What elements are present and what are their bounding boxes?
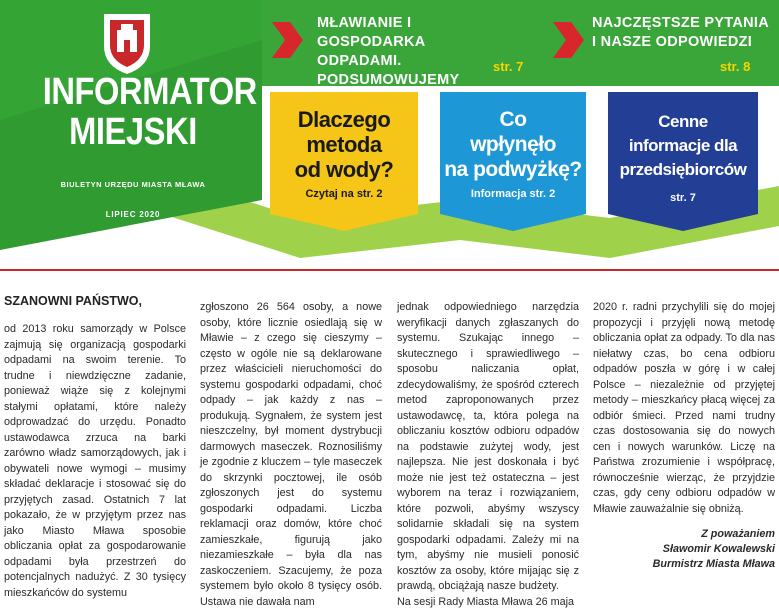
- headline-line: I NASZE ODPOWIEDZI: [592, 33, 772, 52]
- headline-line: MŁAWIANIE I GOSPODARKA: [317, 14, 517, 52]
- article-column: [200, 300, 382, 610]
- tile-price-increase[interactable]: [440, 92, 586, 231]
- article-column: [593, 300, 775, 572]
- tile-title-line: metoda: [270, 132, 418, 157]
- headline-faq[interactable]: [592, 14, 772, 52]
- mayor-letter: [0, 278, 779, 523]
- tile-title-line: Dlaczego: [270, 107, 418, 132]
- signature-line: Z poważaniem: [593, 527, 775, 542]
- tile-title-line: od wody?: [270, 157, 418, 182]
- page-reference: str. 7: [493, 59, 523, 74]
- headline-line: ODPADAMI. PODSUMOWUJEMY: [317, 52, 517, 90]
- paragraph: jednak odpowiedniego narzędzia weryfikacji danych zgłaszanych do systemu. Szukając innego – skutecznego i sprawiedliwego – sposobu naliczania opłat, zdecydowaliśmy, że spośród czterech metod zaproponowanych przez ustawodawcę, ta, która polega na obliczaniu kosztów odbioru odpadów na podstawie zużytej wody, jest najlepsza. Nie jest doskonała i być może nie jest też ostateczna – jest wyborem na teraz i rozwiązaniem, które pozwoli, abyśmy wszyscy solidarnie składali się na system gospodarki odpadami. Zależy mi na tym, abyśmy nie musieli ponosić kosztów za osoby, które mijając się z prawdą, obciążają nasze budżety.: [397, 300, 579, 595]
- logo-title-line: INFORMATOR: [43, 72, 224, 112]
- issue-date: LIPIEC 2020: [40, 210, 226, 219]
- paragraph: od 2013 roku samorządy w Polsce zajmują się organizacją gospodarki odpadami na swoim terenie. To trudne i niewdzięczne zadanie, ponieważ wiąże się z kolejnymi stałymi opłatami, które należy odprowadzać do urzędu. Ponadto ustawodawca zrzuca na barki zarówno władz samorządowych, jak i obywateli nowe wymogi – musimy składać deklaracje i stosować się do przyjętych zasad. Ostatnich 7 lat pokazało, że w przyjętym przez nas jako Miasto Mława sposobie obliczania opłat za gospodarowanie odpadami była przestrzeń do potencjalnych nadużyć. Z 30 tysięcy mieszkańców do systemu: [4, 322, 186, 601]
- signature: [593, 527, 775, 572]
- section-divider: [0, 269, 779, 271]
- paragraph: Na sesji Rady Miasta Mława 26 maja: [397, 595, 579, 610]
- signature-line: Burmistrz Miasta Mława: [593, 557, 775, 572]
- letter-greeting: SZANOWNI PAŃSTWO,: [4, 294, 142, 310]
- newsletter-header: [0, 0, 779, 262]
- tile-business-info[interactable]: [608, 92, 758, 231]
- tile-title-line: Co: [440, 107, 586, 132]
- headline-line: ANKIETOWE: [317, 90, 517, 109]
- page-reference: str. 8: [720, 59, 750, 74]
- tile-title-line: na podwyżkę?: [440, 157, 586, 182]
- tile-page-reference: Czytaj na str. 2: [270, 188, 418, 200]
- tile-page-reference: Informacja str. 2: [440, 188, 586, 200]
- article-column: [397, 300, 579, 610]
- tile-water-method[interactable]: [270, 92, 418, 231]
- logo-title: [43, 72, 224, 152]
- tile-title-line: Cenne: [608, 110, 758, 134]
- paragraph: zgłoszono 26 564 osoby, a nowe osoby, które licznie osiedlają się w Mławie – z czego się cieszymy – często w ogóle nie są deklarowane przez właścicieli nieruchomości do systemu gospodarki odpadami, choć odpady – jak każdy z nas – produkują. Sygnałem, że system jest nieszczelny, był moment dystrybucji darmowych maseczek. Roznosiliśmy je zgodnie z kluczem – tyle maseczek do skrzynki pocztowej, ile osób zgłoszonych jest do systemu gospodarki odpadami. Liczba reklamacji oraz domów, które choć zamieszkałe, figurują jako niezamieszkałe – była dla nas zaskoczeniem. Szacujemy, że poza systemem było około 8 tysięcy osób. Ustawa nie dawała nam: [200, 300, 382, 610]
- tile-title-line: wpłynęło: [440, 132, 586, 157]
- paragraph: 2020 r. radni przychylili się do mojej propozycji i przyjęli nową metodę obliczania opłat za odpady. To dla nas niełatwy czas, bo cena odbioru odpadów poszła w górę i w całej Polsce – niezależnie od przyjętej metody – mieszkańcy płacą więcej za odbiór śmieci. Przed nami trudny czas dostosowania się do nowych cen i nowych warunków. Liczę na Państwa zrozumienie i współpracę, równocześnie wierząc, że przyjdzie czas, gdy ceny odbioru odpadów w Mławie zauważalnie się obniżą.: [593, 300, 775, 517]
- tile-title-line: informacje dla: [608, 134, 758, 158]
- logo-title-line: MIEJSKI: [43, 112, 224, 152]
- tile-page-reference: str. 7: [608, 192, 758, 204]
- tile-title-line: przedsiębiorców: [608, 158, 758, 182]
- headline-line: NAJCZĘSTSZE PYTANIA: [592, 14, 772, 33]
- article-column: [4, 322, 186, 601]
- logo-subtitle: BIULETYN URZĘDU MIASTA MŁAWA: [40, 180, 226, 189]
- signature-line: Sławomir Kowalewski: [593, 542, 775, 557]
